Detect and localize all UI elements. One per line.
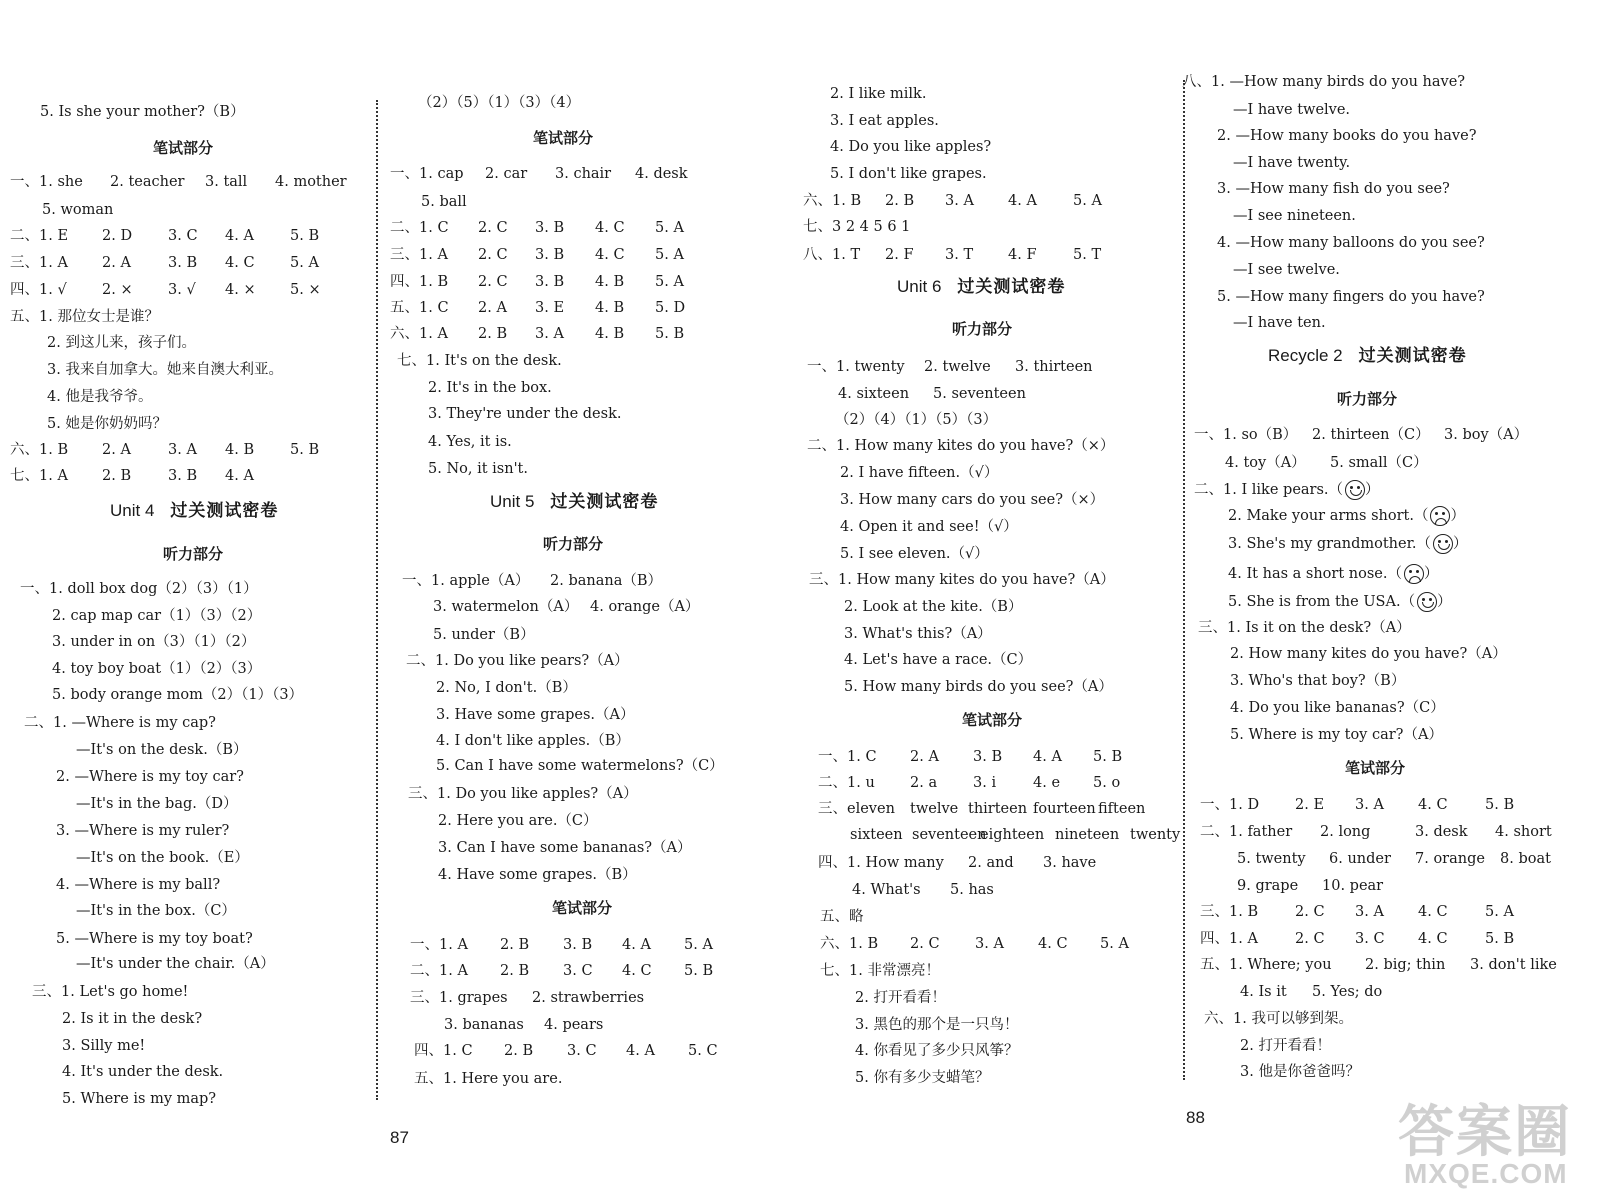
answer-cell: 5. A: [655, 247, 684, 263]
unit-title: [110, 502, 278, 520]
answer-cell: 2. C: [478, 247, 508, 263]
answer-cell: 2. C: [910, 936, 940, 952]
answer-cell: 4. C: [1038, 936, 1068, 952]
answer-cell: 2. B: [102, 468, 132, 484]
answer-cell: 2. car: [485, 166, 528, 182]
answer-cell: 一、1. cap: [390, 166, 464, 182]
answer-text: 5. She is from the USA.（: [1228, 594, 1416, 610]
answer-cell: 3. B: [973, 749, 1003, 765]
answer-line: —It's under the chair.（A）: [76, 956, 275, 972]
answer-cell: 二、1. A: [410, 963, 468, 979]
answer-cell: 2. A: [478, 300, 507, 316]
answer-cell: 5. Yes; do: [1312, 984, 1383, 1000]
answer-cell: 一、1. she: [10, 174, 83, 190]
answer-line: 2. Is it in the desk?: [62, 1011, 203, 1027]
answer-line: 三、1. Do you like apples?（A）: [408, 786, 638, 802]
answer-cell: 5. D: [655, 300, 686, 316]
answer-cell: 2. A: [102, 255, 131, 271]
answer-cell: 3. B: [168, 468, 198, 484]
answer-line: 3. Have some grapes.（A）: [436, 707, 635, 723]
answer-cell: 4. A: [225, 228, 254, 244]
answer-line: 3. under in on（3）（1）（2）: [52, 634, 256, 650]
answer-cell: 2. A: [102, 442, 131, 458]
answer-line: 4. Have some grapes.（B）: [438, 867, 637, 883]
answer-line: 5. I see eleven.（√）: [840, 546, 989, 562]
answer-line: 4. Let's have a race.（C）: [844, 652, 1033, 668]
section-heading: 笔试部分: [1345, 759, 1406, 777]
answer-line: 4. Do you like bananas?（C）: [1230, 700, 1445, 716]
answer-cell: 3. B: [535, 220, 565, 236]
answer-cell: 5. A: [1100, 936, 1129, 952]
answer-line: 3. 我来自加拿大。她来自澳大利亚。: [47, 362, 283, 378]
unit-test-label: 过关测试密卷: [1358, 346, 1467, 366]
unit-title: [1268, 347, 1467, 365]
answer-cell: 5. B: [684, 963, 714, 979]
answer-line: 3. Silly me!: [62, 1038, 146, 1054]
answer-line: 4. toy boy boat（1）（2）（3）: [52, 661, 262, 677]
answer-line: 4. 你看见了多少只风筝？: [855, 1043, 1019, 1059]
unit-name: Recycle 2: [1268, 346, 1343, 365]
answer-cell: 5. ×: [290, 282, 321, 298]
answer-line: 4. It has a short nose.（ ）: [1228, 566, 1439, 582]
answer-cell: 3. T: [945, 247, 974, 263]
answer-line: —It's in the box.（C）: [76, 903, 236, 919]
answer-cell: 4. ×: [225, 282, 256, 298]
section-heading: 听力部分: [952, 320, 1013, 338]
answer-cell: 4. A: [1033, 749, 1062, 765]
answer-cell: 4. C: [595, 220, 625, 236]
unit-name: Unit 6: [897, 277, 942, 296]
answer-line: （2）（5）（1）（3）（4）: [418, 95, 581, 111]
answer-cell: fourteen: [1033, 801, 1096, 817]
answer-line: 5. —How many fingers do you have?: [1217, 289, 1485, 305]
answer-cell: sixteen: [850, 827, 903, 843]
answer-cell: 一、1. twenty: [807, 359, 905, 375]
answer-line: —I have twenty.: [1233, 155, 1351, 171]
answer-line: 3. Can I have some bananas?（A）: [438, 840, 692, 856]
answer-cell: 2. E: [1295, 797, 1325, 813]
answer-line: 五、1. 那位女士是谁？: [10, 309, 159, 325]
answer-cell: 6. under: [1329, 851, 1391, 867]
section-heading: 听力部分: [163, 545, 224, 563]
answer-line: 5. 她是你奶奶吗？: [47, 416, 167, 432]
answer-cell: 3. B: [168, 255, 198, 271]
answer-cell: 5. has: [950, 882, 994, 898]
answer-cell: 3. bananas: [444, 1017, 524, 1033]
answer-cell: 3. tall: [205, 174, 248, 190]
answer-line: —I have ten.: [1233, 315, 1326, 331]
answer-cell: 3. watermelon（A）: [433, 599, 579, 615]
answer-line: 三、1. Is it on the desk?（A）: [1198, 620, 1411, 636]
answer-cell: 三、1. A: [10, 255, 68, 271]
sad-face-icon: [1404, 564, 1424, 584]
answer-cell: 4. desk: [635, 166, 688, 182]
answer-cell: 4. C: [1418, 797, 1448, 813]
answer-line: —It's in the bag.（D）: [76, 796, 238, 812]
answer-cell: 5. B: [1093, 749, 1123, 765]
answer-cell: 3. C: [567, 1043, 597, 1059]
answer-text: 2. Make your arms short.（: [1228, 508, 1429, 524]
answer-text: 二、1. I like pears.（: [1194, 482, 1344, 498]
answer-text: 4. It has a short nose.（: [1228, 566, 1402, 582]
answer-line: 5. Can I have some watermelons?（C）: [436, 758, 724, 774]
answer-line: 三、1. Let's go home!: [32, 984, 189, 1000]
answer-line: 七、1. 非常漂亮！: [820, 963, 940, 979]
answer-cell: 2. B: [500, 937, 530, 953]
page-number-right: 88: [1186, 1108, 1205, 1127]
answer-line: 五、1. Here you are.: [414, 1071, 563, 1087]
answer-line: 5. No, it isn't.: [428, 461, 528, 477]
unit-title: [897, 278, 1065, 296]
answer-cell: 4. short: [1495, 824, 1552, 840]
answer-line: 5. Is she your mother?（B）: [40, 104, 245, 120]
answer-cell: 4. B: [225, 442, 255, 458]
watermark-site: MXQE.COM: [1404, 1158, 1568, 1189]
answer-line: 4. It's under the desk.: [62, 1064, 224, 1080]
answer-cell: 3. desk: [1415, 824, 1468, 840]
answer-line: 4. Do you like apples?: [830, 139, 992, 155]
answer-line: 2. How many kites do you have?（A）: [1230, 646, 1507, 662]
answer-line: 2. Here you are.（C）: [438, 813, 598, 829]
section-heading: 笔试部分: [962, 711, 1023, 729]
answer-cell: 5. A: [1073, 193, 1102, 209]
answer-cell: 3. C: [1355, 931, 1385, 947]
answer-cell: twelve: [910, 801, 959, 817]
answer-line: 二、1. Do you like pears?（A）: [406, 653, 629, 669]
answer-cell: 5. T: [1073, 247, 1102, 263]
answer-cell: 5. A: [1485, 904, 1514, 920]
answer-line: 3. What's this?（A）: [844, 626, 992, 642]
answer-cell: 2. C: [1295, 931, 1325, 947]
section-heading: 笔试部分: [153, 139, 214, 157]
answer-cell: 3. A: [1355, 904, 1384, 920]
answer-line: 5. Where is my map?: [62, 1091, 217, 1107]
answer-cell: 一、1. A: [410, 937, 468, 953]
answer-cell: 3. B: [535, 274, 565, 290]
answer-cell: 2. D: [102, 228, 133, 244]
answer-cell: 5. small（C）: [1330, 455, 1428, 471]
answer-line: —It's on the desk.（B）: [76, 742, 248, 758]
answer-line: 2. It's in the box.: [428, 380, 552, 396]
answer-cell: 5. A: [655, 274, 684, 290]
answer-line: 3. They're under the desk.: [428, 406, 622, 422]
answer-cell: 三、1. B: [1200, 904, 1259, 920]
answer-line: 3. How many cars do you see?（×）: [840, 492, 1105, 508]
answer-cell: 2. B: [500, 963, 530, 979]
answer-cell: eighteen: [980, 827, 1045, 843]
answer-line: 5. How many birds do you see?（A）: [844, 679, 1113, 695]
answer-cell: 5. twenty: [1237, 851, 1306, 867]
answer-line: 4. Yes, it is.: [428, 434, 512, 450]
answer-cell: 3. chair: [555, 166, 612, 182]
watermark-logo: [1398, 1088, 1578, 1198]
answer-cell: 4. C: [622, 963, 652, 979]
answer-cell: 4. B: [595, 274, 625, 290]
answer-cell: 3. A: [168, 442, 197, 458]
answer-line: 5. woman: [42, 202, 114, 218]
answer-cell: 2. banana（B）: [550, 573, 662, 589]
unit-test-label: 过关测试密卷: [957, 277, 1066, 297]
watermark-logo-text: 答案圈: [1398, 1100, 1572, 1163]
answer-cell: 3. C: [168, 228, 198, 244]
answer-line: 一、1. doll box dog（2）（3）（1）: [20, 581, 258, 597]
answer-cell: 二、1. E: [10, 228, 69, 244]
answer-cell: 4. C: [225, 255, 255, 271]
answer-line: 3. 黑色的那个是一只鸟！: [855, 1017, 1019, 1033]
answer-line: 二、1. —Where is my cap?: [24, 715, 216, 731]
answer-line: 4. —How many balloons do you see?: [1217, 235, 1485, 251]
answer-cell: 二、1. father: [1200, 824, 1293, 840]
answer-line: 3. —Where is my ruler?: [56, 823, 230, 839]
answer-cell: 4. C: [1418, 931, 1448, 947]
answer-cell: 5. B: [290, 228, 320, 244]
answer-cell: 3. B: [535, 247, 565, 263]
unit-test-label: 过关测试密卷: [170, 501, 279, 521]
answer-cell: 2. a: [910, 775, 938, 791]
answer-line: —I see twelve.: [1233, 262, 1340, 278]
answer-cell: 3. A: [535, 326, 564, 342]
answer-line: —I have twelve.: [1233, 102, 1351, 118]
answer-line: 5. I don't like grapes.: [830, 166, 987, 182]
answer-cell: 9. grape: [1237, 878, 1299, 894]
smiley-face-icon: [1417, 592, 1437, 612]
answer-cell: 二、1. C: [390, 220, 449, 236]
answer-cell: 四、1. √: [10, 282, 67, 298]
answer-cell: 2. and: [968, 855, 1014, 871]
answer-cell: 3. A: [1355, 797, 1384, 813]
answer-line: 七、3 2 4 5 6 1: [803, 219, 911, 235]
answer-cell: 六、1. B: [820, 936, 879, 952]
answer-cell: 五、1. C: [390, 300, 449, 316]
answer-cell: 三、eleven: [818, 801, 895, 817]
answer-line: —It's on the book.（E）: [76, 850, 249, 866]
answer-cell: 4. What's: [852, 882, 921, 898]
answer-line: 5. 你有多少支蜡笔？: [855, 1070, 990, 1086]
answer-cell: 5. B: [1485, 931, 1515, 947]
answer-cell: 4. C: [1418, 904, 1448, 920]
answer-line: 5. under（B）: [433, 627, 535, 643]
answer-line: 二、1. How many kites do you have?（×）: [807, 438, 1115, 454]
unit-name: Unit 4: [110, 501, 155, 520]
answer-cell: 3. C: [563, 963, 593, 979]
section-heading: 笔试部分: [552, 899, 613, 917]
answer-line: 3. She's my grandmother.（ ）: [1228, 536, 1468, 552]
answer-cell: 一、1. C: [818, 749, 877, 765]
answer-cell: 4. B: [595, 300, 625, 316]
answer-line: 八、1. —How many birds do you have?: [1182, 74, 1466, 90]
answer-cell: 4. A: [626, 1043, 655, 1059]
smiley-face-icon: [1345, 480, 1365, 500]
answer-line: 六、1. 我可以够到架。: [1204, 1011, 1353, 1027]
answer-line: 5. ball: [421, 194, 467, 210]
answer-cell: 4. Is it: [1240, 984, 1287, 1000]
answer-cell: 2. C: [478, 220, 508, 236]
answer-cell: 5. B: [1485, 797, 1515, 813]
answer-cell: 5. B: [655, 326, 685, 342]
answer-cell: 3. boy（A）: [1444, 427, 1529, 443]
answer-cell: 六、1. B: [10, 442, 69, 458]
answer-cell: 四、1. How many: [818, 855, 944, 871]
answer-line: 5. —Where is my toy boat?: [56, 931, 253, 947]
answer-cell: fifteen: [1098, 801, 1146, 817]
sad-face-icon: [1430, 506, 1450, 526]
answer-cell: 一、1. apple（A）: [402, 573, 530, 589]
answer-line: 五、略: [820, 909, 864, 925]
smiley-face-icon: [1433, 534, 1453, 554]
answer-cell: 2. C: [1295, 904, 1325, 920]
answer-cell: 5. A: [290, 255, 319, 271]
answer-cell: 2. A: [910, 749, 939, 765]
answer-cell: 4. A: [225, 468, 254, 484]
answer-cell: 2. big; thin: [1365, 957, 1446, 973]
answer-cell: 3. i: [973, 775, 997, 791]
unit-name: Unit 5: [490, 492, 535, 511]
answer-line: 2. Make your arms short.（ ）: [1228, 508, 1465, 524]
answer-cell: 4. toy（A）: [1225, 455, 1306, 471]
answer-cell: thirteen: [968, 801, 1028, 817]
section-heading: 笔试部分: [533, 129, 594, 147]
column-divider: [1183, 80, 1185, 1080]
answer-cell: 3. thirteen: [1015, 359, 1093, 375]
answer-cell: 2. B: [504, 1043, 534, 1059]
answer-line: （2）（4）（1）（5）（3）: [835, 412, 998, 428]
answer-line: 2. No, I don't.（B）: [436, 680, 577, 696]
answer-line: 3. 他是你爸爸吗？: [1240, 1064, 1360, 1080]
answer-cell: 3. A: [975, 936, 1004, 952]
page-number-left: 87: [390, 1128, 409, 1147]
answer-cell: 三、1. A: [390, 247, 448, 263]
answer-cell: 一、1. so（B）: [1194, 427, 1298, 443]
answer-cell: 2. twelve: [924, 359, 991, 375]
answer-cell: 5. C: [688, 1043, 718, 1059]
answer-cell: 3. E: [535, 300, 565, 316]
answer-cell: 7. orange: [1415, 851, 1485, 867]
answer-cell: 八、1. T: [803, 247, 861, 263]
answer-line: 2. 到这儿来，孩子们。: [47, 335, 196, 351]
answer-cell: 二、1. u: [818, 775, 875, 791]
answer-cell: 5. B: [290, 442, 320, 458]
answer-cell: 4. C: [595, 247, 625, 263]
answer-cell: 七、1. A: [10, 468, 68, 484]
answer-line: 2. —How many books do you have?: [1217, 128, 1477, 144]
answer-cell: 5. o: [1093, 775, 1121, 791]
answer-cell: 五、1. Where; you: [1200, 957, 1332, 973]
answer-line: 三、1. How many kites do you have?（A）: [809, 572, 1115, 588]
answer-line: 5. She is from the USA.（ ）: [1228, 594, 1452, 610]
answer-text: 3. She's my grandmother.（: [1228, 536, 1432, 552]
answer-cell: 4. F: [1008, 247, 1037, 263]
answer-cell: 8. boat: [1500, 851, 1551, 867]
unit-test-label: 过关测试密卷: [550, 492, 659, 512]
answer-cell: 3. √: [168, 282, 196, 298]
answer-cell: 4. A: [1008, 193, 1037, 209]
answer-line: 4. 他是我爷爷。: [47, 389, 153, 405]
answer-cell: 三、1. grapes: [410, 990, 508, 1006]
answer-cell: 2. strawberries: [532, 990, 645, 1006]
section-heading: 听力部分: [543, 535, 604, 553]
section-heading: 听力部分: [1337, 390, 1398, 408]
answer-cell: 2. B: [885, 193, 915, 209]
column-divider: [376, 100, 378, 1100]
answer-cell: 3. B: [563, 937, 593, 953]
answer-line: 二、1. I like pears.（ ）: [1194, 482, 1380, 498]
answer-cell: 2. C: [478, 274, 508, 290]
answer-line: 4. —Where is my ball?: [56, 877, 221, 893]
answer-cell: 2. B: [478, 326, 508, 342]
answer-cell: 4. e: [1033, 775, 1061, 791]
answer-cell: 4. A: [622, 937, 651, 953]
answer-line: 2. cap map car（1）（3）（2）: [52, 608, 262, 624]
answer-cell: 2. long: [1320, 824, 1371, 840]
answer-cell: 2. thirteen（C）: [1312, 427, 1430, 443]
answer-line: 4. Open it and see!（√）: [840, 519, 1018, 535]
answer-cell: 4. mother: [275, 174, 347, 190]
answer-cell: 六、1. B: [803, 193, 862, 209]
answer-cell: 六、1. A: [390, 326, 448, 342]
answer-line: 4. I don't like apples.（B）: [436, 733, 630, 749]
answer-cell: 2. ×: [102, 282, 133, 298]
answer-line: 2. 打开看看！: [1240, 1038, 1331, 1054]
answer-cell: nineteen: [1055, 827, 1120, 843]
answer-cell: seventeen: [912, 827, 987, 843]
answer-line: 2. I like milk.: [830, 86, 927, 102]
answer-line: 2. 打开看看！: [855, 990, 946, 1006]
answer-line: 七、1. It's on the desk.: [397, 353, 562, 369]
answer-cell: 四、1. B: [390, 274, 449, 290]
answer-line: 5. body orange mom（2）（1）（3）: [52, 687, 304, 703]
answer-line: 3. I eat apples.: [830, 113, 939, 129]
answer-cell: 2. F: [885, 247, 914, 263]
answer-cell: 4. orange（A）: [590, 599, 700, 615]
answer-cell: 10. pear: [1322, 878, 1384, 894]
answer-cell: 5. seventeen: [933, 386, 1026, 402]
answer-line: 3. —How many fish do you see?: [1217, 181, 1450, 197]
answer-cell: 四、1. C: [414, 1043, 473, 1059]
answer-cell: 5. A: [655, 220, 684, 236]
answer-line: 2. —Where is my toy car?: [56, 769, 244, 785]
answer-cell: 4. sixteen: [838, 386, 910, 402]
answer-cell: 3. don't like: [1470, 957, 1557, 973]
answer-line: 3. Who's that boy?（B）: [1230, 673, 1406, 689]
answer-cell: 4. pears: [544, 1017, 604, 1033]
answer-line: —I see nineteen.: [1233, 208, 1356, 224]
answer-cell: twenty: [1130, 827, 1181, 843]
answer-line: 2. I have fifteen.（√）: [840, 465, 999, 481]
answer-cell: 2. teacher: [110, 174, 185, 190]
answer-line: 5. Where is my toy car?（A）: [1230, 727, 1443, 743]
answer-cell: 3. have: [1043, 855, 1097, 871]
answer-cell: 四、1. A: [1200, 931, 1258, 947]
answer-cell: 一、1. D: [1200, 797, 1260, 813]
answer-cell: 4. B: [595, 326, 625, 342]
unit-title: [490, 493, 658, 511]
answer-line: 2. Look at the kite.（B）: [844, 599, 1023, 615]
answer-cell: 3. A: [945, 193, 974, 209]
answer-cell: 5. A: [684, 937, 713, 953]
